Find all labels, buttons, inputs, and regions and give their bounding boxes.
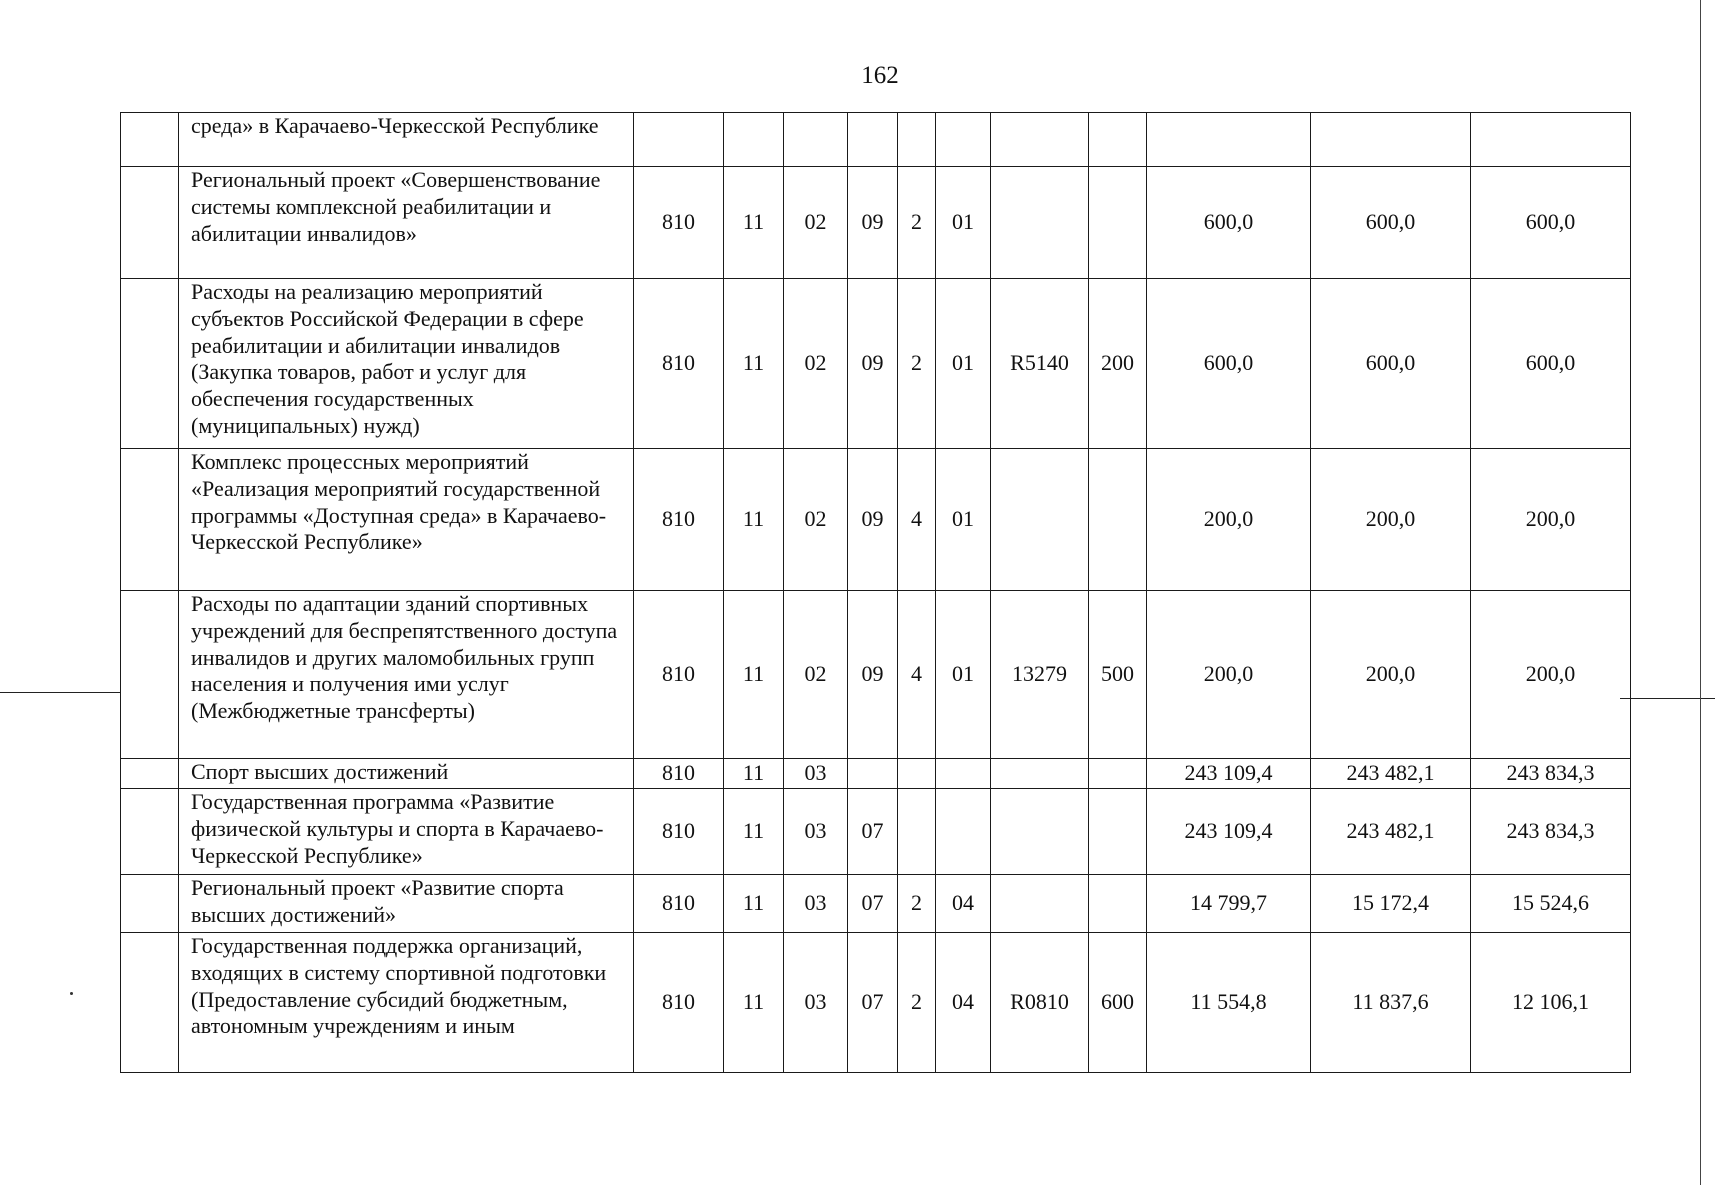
- amount-cell: 243 834,3: [1471, 789, 1631, 875]
- code-cell: [724, 113, 784, 167]
- table-row: [121, 167, 1631, 279]
- code-cell: R5140: [991, 279, 1089, 449]
- code-cell: 07: [848, 933, 898, 1073]
- amount-cell: 200,0: [1311, 449, 1471, 591]
- amount-cell: 243 109,4: [1147, 759, 1311, 789]
- budget-table: [120, 112, 1631, 1073]
- row-number-cell: [121, 167, 179, 279]
- code-cell: 09: [848, 279, 898, 449]
- code-cell: [991, 789, 1089, 875]
- amount-cell: 200,0: [1471, 591, 1631, 759]
- code-cell: [848, 113, 898, 167]
- code-cell: [898, 759, 936, 789]
- code-cell: 810: [634, 875, 724, 933]
- code-cell: [634, 113, 724, 167]
- code-cell: [1089, 449, 1147, 591]
- amount-cell: 14 799,7: [1147, 875, 1311, 933]
- code-cell: 02: [784, 591, 848, 759]
- code-cell: 4: [898, 591, 936, 759]
- code-cell: 810: [634, 167, 724, 279]
- amount-cell: 11 837,6: [1311, 933, 1471, 1073]
- row-number-cell: [121, 449, 179, 591]
- code-cell: 02: [784, 449, 848, 591]
- code-cell: 2: [898, 933, 936, 1073]
- code-cell: 02: [784, 167, 848, 279]
- table-row: [121, 759, 1631, 789]
- amount-cell: 200,0: [1471, 449, 1631, 591]
- code-cell: 2: [898, 279, 936, 449]
- code-cell: [1089, 875, 1147, 933]
- code-cell: 600: [1089, 933, 1147, 1073]
- code-cell: 01: [936, 167, 991, 279]
- amount-cell: 243 109,4: [1147, 789, 1311, 875]
- amount-cell: 200,0: [1147, 449, 1311, 591]
- code-cell: [898, 789, 936, 875]
- code-cell: 200: [1089, 279, 1147, 449]
- amount-cell: 243 834,3: [1471, 759, 1631, 789]
- code-cell: [898, 113, 936, 167]
- code-cell: [1089, 113, 1147, 167]
- scan-artifact-vertical-line: [1700, 0, 1701, 1185]
- table-row: [121, 279, 1631, 449]
- amount-cell: 243 482,1: [1311, 789, 1471, 875]
- amount-cell: 200,0: [1147, 591, 1311, 759]
- row-name-cell: Комплекс процессных мероприятий «Реализация мероприятий государственной программы «Доступная среда» в Карачаево-Черкесской Республике»: [179, 449, 634, 591]
- code-cell: 11: [724, 759, 784, 789]
- code-cell: 09: [848, 167, 898, 279]
- scan-artifact-dot: [70, 992, 73, 995]
- row-number-cell: [121, 113, 179, 167]
- code-cell: 03: [784, 933, 848, 1073]
- table-row: [121, 449, 1631, 591]
- code-cell: [1089, 167, 1147, 279]
- row-name-cell: Региональный проект «Совершенствование системы комплексной реабилитации и абилитации инвалидов»: [179, 167, 634, 279]
- code-cell: 09: [848, 591, 898, 759]
- page-number: 162: [861, 62, 899, 89]
- code-cell: 11: [724, 591, 784, 759]
- amount-cell: [1147, 113, 1311, 167]
- row-name-cell: Расходы по адаптации зданий спортивных учреждений для беспрепятственного доступа инвалидов и других маломобильных групп населения и получения ими услуг (Межбюджетные трансферты): [179, 591, 634, 759]
- row-name-cell: Расходы на реализацию мероприятий субъектов Российской Федерации в сфере реабилитации и абилитации инвалидов (Закупка товаров, работ и услуг для обеспечения государственных (муниципальных) нужд): [179, 279, 634, 449]
- code-cell: 4: [898, 449, 936, 591]
- code-cell: 810: [634, 759, 724, 789]
- code-cell: [991, 167, 1089, 279]
- row-name-cell: Государственная поддержка организаций, входящих в систему спортивной подготовки (Предоставление субсидий бюджетным, автономным учреждениям и иным: [179, 933, 634, 1073]
- code-cell: 09: [848, 449, 898, 591]
- row-number-cell: [121, 933, 179, 1073]
- amount-cell: 12 106,1: [1471, 933, 1631, 1073]
- code-cell: 810: [634, 279, 724, 449]
- amount-cell: 15 524,6: [1471, 875, 1631, 933]
- code-cell: 03: [784, 759, 848, 789]
- code-cell: 500: [1089, 591, 1147, 759]
- row-name-cell: Спорт высших достижений: [179, 759, 634, 789]
- code-cell: [991, 759, 1089, 789]
- amount-cell: 200,0: [1311, 591, 1471, 759]
- code-cell: 13279: [991, 591, 1089, 759]
- amount-cell: [1311, 113, 1471, 167]
- code-cell: [1089, 789, 1147, 875]
- table-row: [121, 591, 1631, 759]
- scan-artifact-line-left: [0, 692, 120, 693]
- row-name-cell: среда» в Карачаево-Черкесской Республике: [179, 113, 634, 167]
- code-cell: [936, 759, 991, 789]
- code-cell: 04: [936, 875, 991, 933]
- code-cell: 07: [848, 789, 898, 875]
- code-cell: 2: [898, 875, 936, 933]
- row-number-cell: [121, 279, 179, 449]
- table-row: [121, 789, 1631, 875]
- row-name-cell: Региональный проект «Развитие спорта высших достижений»: [179, 875, 634, 933]
- code-cell: 03: [784, 875, 848, 933]
- amount-cell: 600,0: [1471, 279, 1631, 449]
- row-number-cell: [121, 591, 179, 759]
- code-cell: 810: [634, 933, 724, 1073]
- code-cell: [991, 113, 1089, 167]
- code-cell: [848, 759, 898, 789]
- code-cell: 07: [848, 875, 898, 933]
- code-cell: 810: [634, 789, 724, 875]
- code-cell: 11: [724, 789, 784, 875]
- amount-cell: 15 172,4: [1311, 875, 1471, 933]
- code-cell: 01: [936, 449, 991, 591]
- code-cell: 11: [724, 933, 784, 1073]
- code-cell: 11: [724, 449, 784, 591]
- amount-cell: [1471, 113, 1631, 167]
- amount-cell: 243 482,1: [1311, 759, 1471, 789]
- amount-cell: 11 554,8: [1147, 933, 1311, 1073]
- code-cell: 01: [936, 591, 991, 759]
- amount-cell: 600,0: [1311, 279, 1471, 449]
- table-row: [121, 875, 1631, 933]
- code-cell: [936, 789, 991, 875]
- code-cell: 03: [784, 789, 848, 875]
- amount-cell: 600,0: [1471, 167, 1631, 279]
- row-number-cell: [121, 759, 179, 789]
- row-name-cell: Государственная программа «Развитие физической культуры и спорта в Карачаево-Черкесской Республике»: [179, 789, 634, 875]
- code-cell: 04: [936, 933, 991, 1073]
- table-row: [121, 113, 1631, 167]
- code-cell: [784, 113, 848, 167]
- amount-cell: 600,0: [1311, 167, 1471, 279]
- code-cell: 11: [724, 875, 784, 933]
- code-cell: 11: [724, 279, 784, 449]
- code-cell: 02: [784, 279, 848, 449]
- code-cell: 2: [898, 167, 936, 279]
- code-cell: 11: [724, 167, 784, 279]
- code-cell: [991, 449, 1089, 591]
- code-cell: [1089, 759, 1147, 789]
- amount-cell: 600,0: [1147, 167, 1311, 279]
- row-number-cell: [121, 789, 179, 875]
- code-cell: [991, 875, 1089, 933]
- amount-cell: 600,0: [1147, 279, 1311, 449]
- code-cell: 810: [634, 591, 724, 759]
- code-cell: 810: [634, 449, 724, 591]
- code-cell: [936, 113, 991, 167]
- code-cell: 01: [936, 279, 991, 449]
- row-number-cell: [121, 875, 179, 933]
- table-row: [121, 933, 1631, 1073]
- code-cell: R0810: [991, 933, 1089, 1073]
